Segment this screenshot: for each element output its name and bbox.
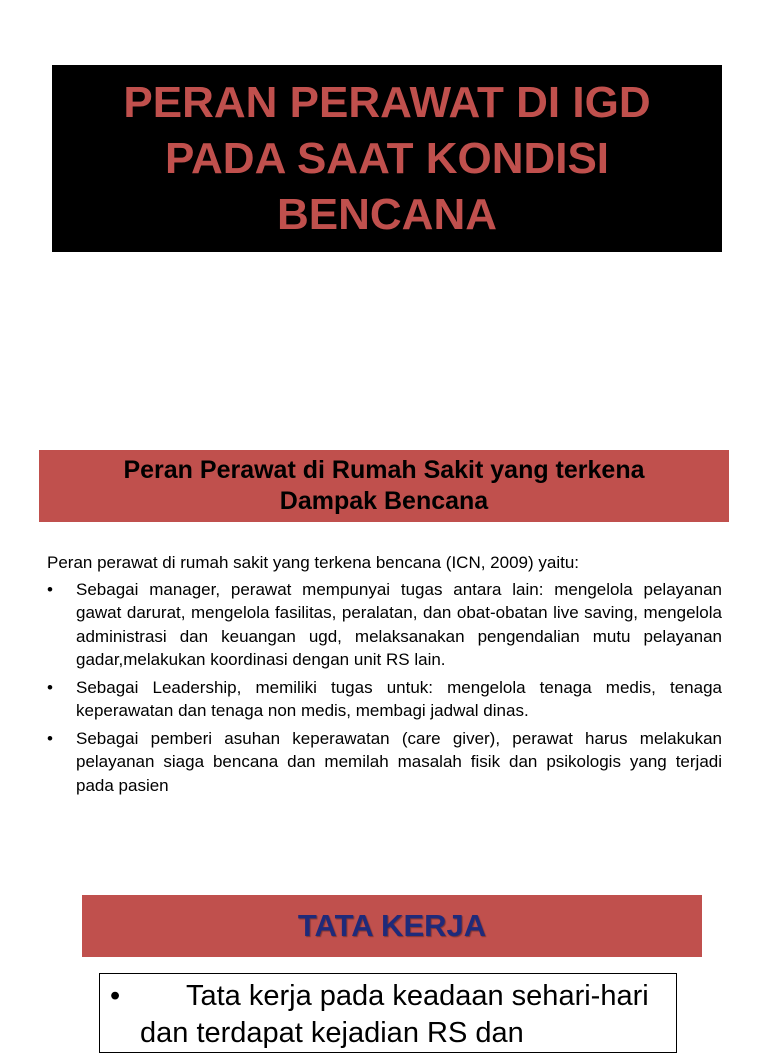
role-text-manager: Sebagai manager, perawat mempunyai tugas antara lain: mengelola pelayanan gawat darurat, mengelola fasilitas, peralatan, dan obat-obatan live saving, mengelola administrasi dan keuangan ugd, melaksanakan pengendalian mutu pelayanan gadar,melakukan koordinasi dengan unit RS lain. bbox=[76, 579, 722, 669]
title-line-3: BENCANA bbox=[277, 189, 497, 239]
tata-kerja-content-box bbox=[99, 973, 677, 1053]
bullet-icon: • bbox=[47, 728, 53, 748]
section-body bbox=[47, 551, 722, 801]
role-list-item-leadership bbox=[47, 676, 722, 723]
tata-kerja-label: TATA KERJA bbox=[297, 908, 487, 943]
section-header-line-2: Dampak Bencana bbox=[279, 487, 489, 515]
role-text-care-giver: Sebagai pemberi asuhan keperawatan (care giver), perawat harus melakukan pelayanan siaga bencana dan memilah masalah fisik dan psikologis yang terjadi pada pasien bbox=[76, 728, 722, 795]
role-text-leadership: Sebagai Leadership, memiliki tugas untuk: mengelola tenaga medis, tenaga keperawatan dan tenaga non medis, membagi jadwal dinas. bbox=[76, 677, 722, 720]
bullet-icon: • bbox=[47, 677, 53, 697]
role-list-item-manager bbox=[47, 578, 722, 672]
section-intro: Peran perawat di rumah sakit yang terkena bencana (ICN, 2009) yaitu: bbox=[47, 553, 580, 572]
title-box bbox=[52, 65, 722, 252]
bullet-icon: • bbox=[110, 980, 121, 1012]
section-header-line-1: Peran Perawat di Rumah Sakit yang terkena bbox=[123, 456, 645, 484]
title-line-1: PERAN PERAWAT DI IGD bbox=[123, 77, 651, 127]
section-header bbox=[39, 450, 729, 522]
role-list-item-care-giver bbox=[47, 727, 722, 798]
title-line-2: PADA SAAT KONDISI bbox=[164, 133, 610, 183]
tata-kerja-first-line bbox=[110, 980, 670, 1013]
role-list bbox=[47, 578, 722, 798]
tata-kerja-first-text: Tata kerja pada keadaan sehari-hari bbox=[186, 980, 649, 1012]
bullet-icon: • bbox=[47, 579, 53, 599]
tata-kerja-second-line: dan terdapat kejadian RS dan bbox=[140, 1017, 524, 1049]
tata-kerja-header bbox=[82, 895, 702, 957]
